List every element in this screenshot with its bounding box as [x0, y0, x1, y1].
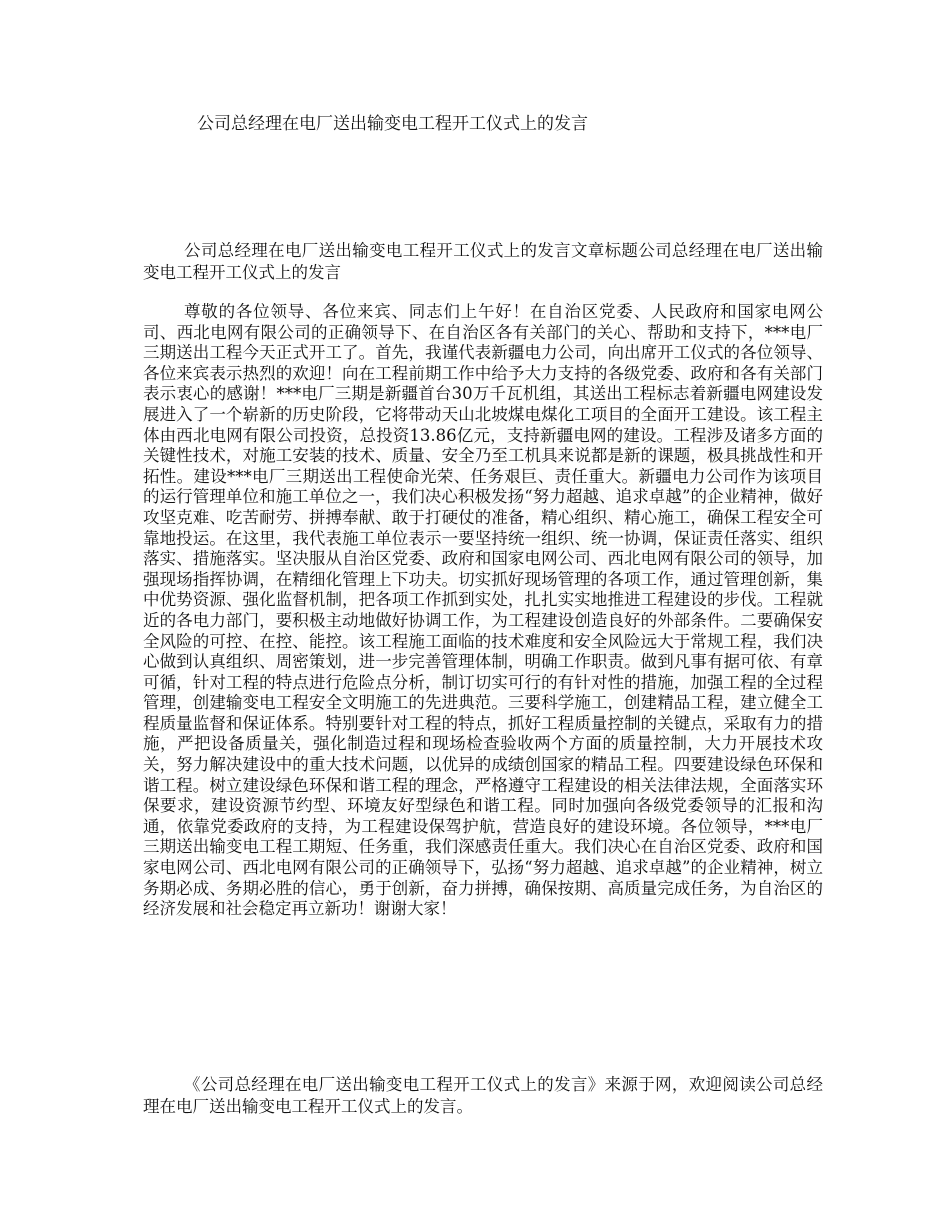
- source-note-paragraph: 《公司总经理在电厂送出输变电工程开工仪式上的发言》来源于网，欢迎阅读公司总经理在电厂送出输变电工程开工仪式上的发言。: [143, 1075, 823, 1116]
- speech-body-paragraph: 尊敬的各位领导、各位来宾、同志们上午好！在自治区党委、人民政府和国家电网公司、西北电网有限公司的正确领导下、在自治区各有关部门的关心、帮助和支持下，***电厂三期送出工程今天正式开工了。首先，我谨代表新疆电力公司，向出席开工仪式的各位领导、各位来宾表示热烈的欢迎！向在工程前期工作中给予大力支持的各级党委、政府和各有关部门表示衷心的感谢！***电厂三期是新疆首台30万千瓦机组，其送出工程标志着新疆电网建设发展进入了一个崭新的历史阶段，它将带动天山北坡煤电煤化工项目的全面开工建设。该工程主体由西北电网有限公司投资，总投资13.86亿元，支持新疆电网的建设。工程涉及诸多方面的关键性技术，对施工安装的技术、质量、安全乃至工机具来说都是新的课题，极具挑战性和开拓性。建设***电厂三期送出工程使命光荣、任务艰巨、责任重大。新疆电力公司作为该项目的运行管理单位和施工单位之一，我们决心积极发扬“努力超越、追求卓越”的企业精神，做好攻坚克难、吃苦耐劳、拼搏奉献、敢于打硬仗的准备，精心组织、精心施工，确保工程安全可靠地投运。在这里，我代表施工单位表示一要坚持统一组织、统一协调，保证责任落实、组织落实、措施落实。坚决服从自治区党委、政府和国家电网公司、西北电网有限公司的领导，加强现场指挥协调，在精细化管理上下功夫。切实抓好现场管理的各项工作，通过管理创新，集中优势资源、强化监督机制，把各项工作抓到实处，扎扎实实地推进工程建设的步伐。工程就近的各电力部门，要积极主动地做好协调工作，为工程建设创造良好的外部条件。二要确保安全风险的可控、在控、能控。该工程施工面临的技术难度和安全风险远大于常规工程，我们决心做到认真组织、周密策划，进一步完善管理体制，明确工作职责。做到凡事有据可依、有章可循，针对工程的特点进行危险点分析，制订切实可行的有针对性的措施，加强工程的全过程管理，创建输变电工程安全文明施工的先进典范。三要科学施工，创建精品工程，建立健全工程质量监督和保证体系。特别要针对工程的特点，抓好工程质量控制的关键点，采取有力的措施，严把设备质量关，强化制造过程和现场检查验收两个方面的质量控制，大力开展技术攻关，努力解决建设中的重大技术问题，以优异的成绩创国家的精品工程。四要建设绿色环保和谐工程。树立建设绿色环保和谐工程的理念，严格遵守工程建设的相关法律法规，全面落实环保要求，建设资源节约型、环境友好型绿色和谐工程。同时加强向各级党委领导的汇报和沟通，依靠党委政府的支持，为工程建设保驾护航，营造良好的建设环境。各位领导，***电厂三期送出输变电工程工期短、任务重，我们深感责任重大。我们决心在自治区党委、政府和国家电网公司、西北电网有限公司的正确领导下，弘扬“努力超越、追求卓越”的企业精神，树立务期必成、务期必胜的信心，勇于创新，奋力拼搏，确保按期、高质量完成任务，为自治区的经济发展和社会稳定再立新功！谢谢大家！: [143, 302, 823, 919]
- document-title: 公司总经理在电厂送出输变电工程开工仪式上的发言: [197, 114, 588, 134]
- intro-paragraph: 公司总经理在电厂送出输变电工程开工仪式上的发言文章标题公司总经理在电厂送出输变电工程开工仪式上的发言: [143, 241, 823, 282]
